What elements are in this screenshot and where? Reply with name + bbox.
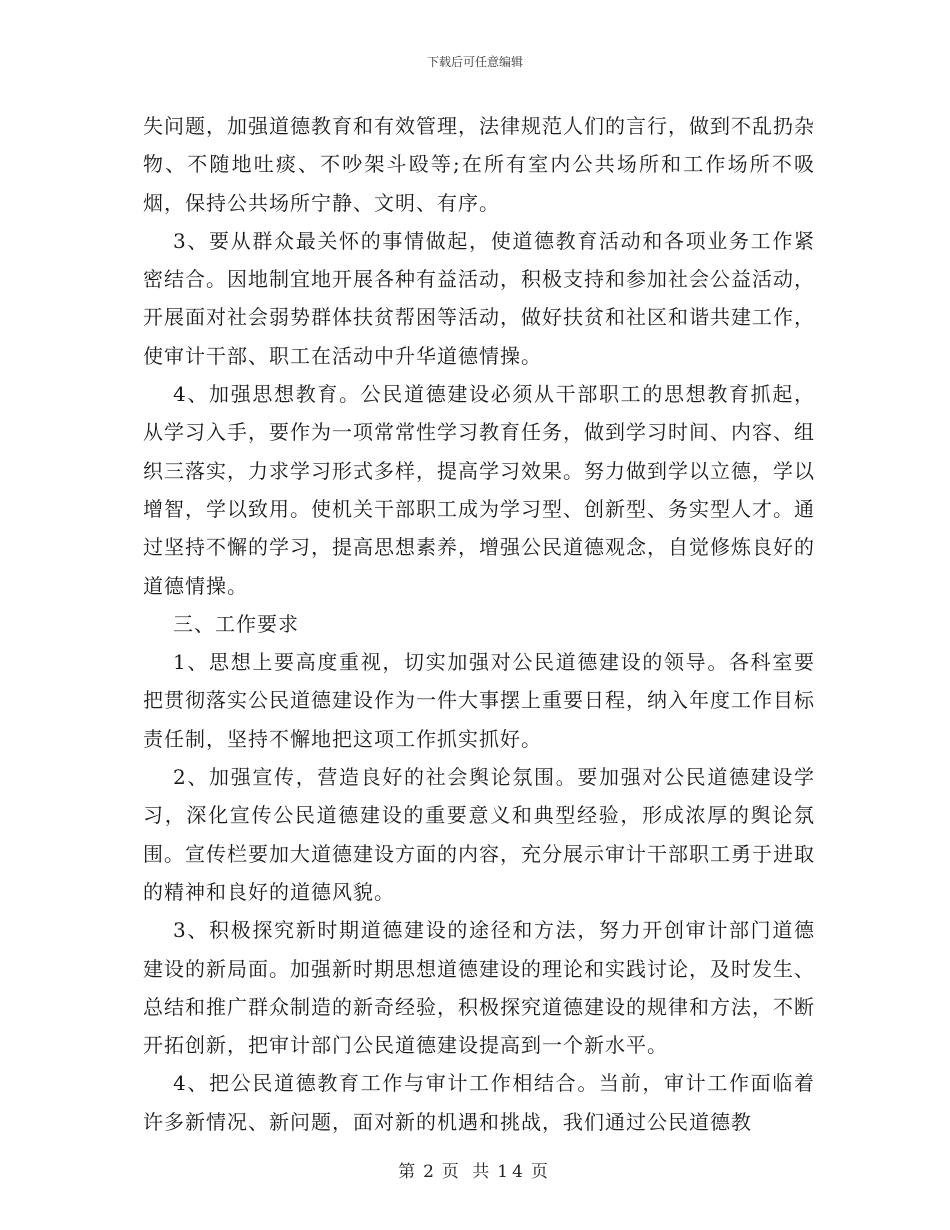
paragraph-requirement-3: 3、积极探究新时期道德建设的途径和方法，努力开创审计部门道德建设的新局面。加强新时期思想道德建设的理论和实践讨论，及时发生、总结和推广群众制造的新奇经验，积极探究道德建设的规律和方法，不断开拓创新，把审计部门公民道德建设提高到一个新水平。 <box>143 918 815 1058</box>
paragraph-requirement-4: 4、把公民道德教育工作与审计工作相结合。当前，审计工作面临着许多新情况、新问题，面对新的机遇和挑战，我们通过公民道德教 <box>143 1071 815 1134</box>
paragraph-requirement-1: 1、思想上要高度重视，切实加强对公民道德建设的领导。各科室要把贯彻落实公民道德建设作为一件大事摆上重要日程，纳入年度工作目标责任制，坚持不懈地把这项工作抓实抓好。 <box>143 650 815 751</box>
current-page-number: 2 <box>423 1162 438 1182</box>
total-page-number: 14 <box>497 1162 527 1182</box>
section-heading-work-requirements: 三、工作要求 <box>173 611 299 636</box>
page-header-note: 下载后可任意编辑 <box>426 55 523 69</box>
footer-prefix: 第 <box>398 1162 420 1182</box>
paragraph-requirement-2: 2、加强宣传，营造良好的社会舆论氛围。要加强对公民道德建设学习，深化宣传公民道德建设的重要意义和典型经验，形成浓厚的舆论氛围。宣传栏要加大道德建设方面的内容，充分展示审计干部职工勇于进取的精神和良好的道德风貌。 <box>143 765 815 904</box>
footer-middle: 页 共 <box>441 1162 494 1182</box>
page-footer <box>0 1157 950 1182</box>
footer-suffix: 页 <box>530 1162 552 1182</box>
paragraph-continuation: 失问题，加强道德教育和有效管理，法律规范人们的言行，做到不乱扔杂物、不随地吐痰、不吵架斗殴等;在所有室内公共场所和工作场所不吸烟，保持公共场所宁静、文明、有序。 <box>143 114 815 215</box>
paragraph-item-4-education: 4、加强思想教育。公民道德建设必须从干部职工的思想教育抓起，从学习入手，要作为一项常常性学习教育任务，做到学习时间、内容、组织三落实，力求学习形式多样，提高学习效果。努力做到学以立德，学以增智，学以致用。使机关干部职工成为学习型、创新型、务实型人才。通过坚持不懈的学习，提高思想素养，增强公民道德观念，自觉修炼良好的道德情操。 <box>143 382 815 598</box>
paragraph-item-3-community: 3、要从群众最关怀的事情做起，使道德教育活动和各项业务工作紧密结合。因地制宜地开展各种有益活动，积极支持和参加社会公益活动，开展面对社会弱势群体扶贫帮困等活动，做好扶贫和社区和谐共建工作，使审计干部、职工在活动中升华道德情操。 <box>143 228 815 368</box>
document-body <box>143 107 815 1141</box>
